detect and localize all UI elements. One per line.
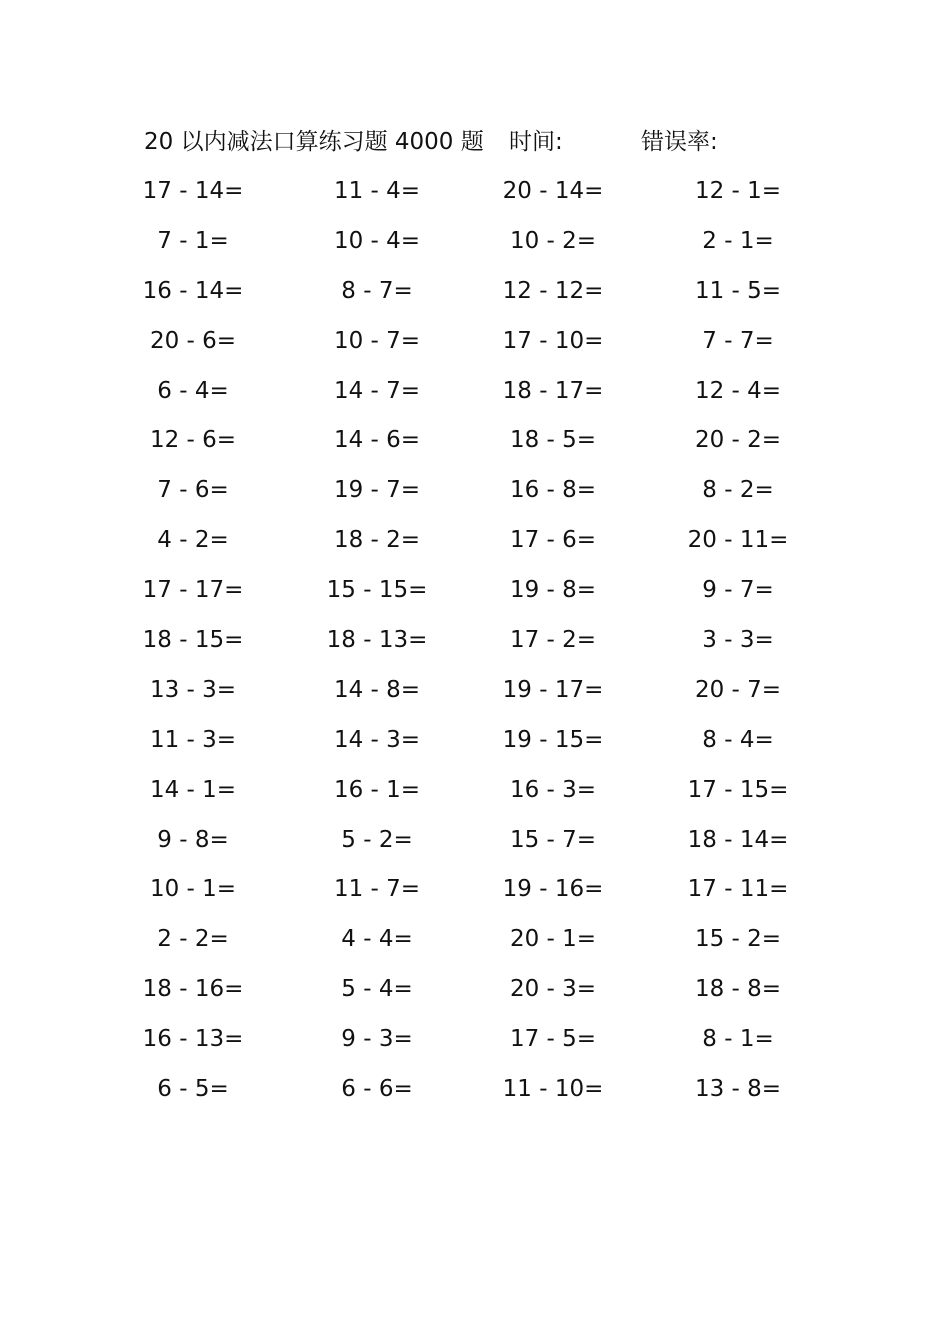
problem-item: 11 - 3=: [149, 726, 237, 753]
worksheet-title: 20 以内减法口算练习题 4000 题: [144, 129, 484, 155]
problem-item: 16 - 3=: [509, 776, 597, 803]
problem-item: 10 - 2=: [509, 227, 597, 254]
problem-item: 15 - 2=: [694, 926, 782, 953]
problem-item: 18 - 14=: [687, 826, 789, 853]
problem-item: 6 - 4=: [157, 377, 229, 404]
problem-row: [0, 1064, 950, 1114]
problem-item: 4 - 4=: [341, 926, 413, 953]
problem-item: 12 - 4=: [694, 377, 782, 404]
problem-item: 12 - 1=: [694, 178, 782, 204]
problem-item: 6 - 6=: [341, 1076, 413, 1103]
problem-item: 4 - 2=: [157, 527, 229, 554]
problem-item: 19 - 17=: [502, 676, 604, 703]
problem-row: [0, 216, 950, 266]
problem-row: [0, 665, 950, 715]
problem-item: 19 - 7=: [333, 477, 421, 504]
problem-item: 13 - 8=: [694, 1076, 782, 1103]
problem-item: 17 - 5=: [509, 1026, 597, 1053]
problem-item: 20 - 11=: [687, 527, 789, 554]
problem-row: [0, 815, 950, 865]
problem-item: 11 - 7=: [333, 876, 421, 903]
problem-item: 15 - 15=: [326, 577, 428, 604]
problem-item: 10 - 7=: [333, 327, 421, 354]
problem-item: 17 - 17=: [142, 577, 244, 604]
problem-item: 14 - 6=: [333, 427, 421, 454]
problem-row: [0, 366, 950, 416]
problem-item: 11 - 4=: [333, 178, 421, 204]
problem-item: 16 - 1=: [333, 776, 421, 803]
problem-item: 14 - 7=: [333, 377, 421, 404]
problem-item: 9 - 7=: [702, 577, 774, 604]
problem-item: 8 - 2=: [702, 477, 774, 504]
problem-item: 19 - 15=: [502, 726, 604, 753]
problem-item: 13 - 3=: [149, 676, 237, 703]
problem-item: 20 - 3=: [509, 976, 597, 1003]
problem-item: 9 - 3=: [341, 1026, 413, 1053]
problem-item: 16 - 8=: [509, 477, 597, 504]
problem-item: 2 - 2=: [157, 926, 229, 953]
problem-item: 7 - 1=: [157, 227, 229, 254]
problem-row: [0, 964, 950, 1014]
problem-item: 15 - 7=: [509, 826, 597, 853]
problem-item: 18 - 16=: [142, 976, 244, 1003]
problem-item: 18 - 15=: [142, 627, 244, 654]
problem-item: 20 - 2=: [694, 427, 782, 454]
problem-item: 11 - 5=: [694, 277, 782, 304]
problem-item: 9 - 8=: [157, 826, 229, 853]
problem-item: 3 - 3=: [702, 627, 774, 654]
problem-item: 17 - 10=: [502, 327, 604, 354]
problem-row: [0, 515, 950, 565]
problem-item: 14 - 3=: [333, 726, 421, 753]
problem-row: [0, 415, 950, 465]
problem-item: 19 - 16=: [502, 876, 604, 903]
worksheet-header: [0, 124, 950, 160]
problem-item: 11 - 10=: [502, 1076, 604, 1103]
problem-item: 8 - 7=: [341, 277, 413, 304]
problem-item: 17 - 14=: [142, 178, 244, 204]
problem-item: 20 - 14=: [502, 178, 604, 204]
problem-item: 20 - 1=: [509, 926, 597, 953]
problem-row: [0, 266, 950, 316]
problem-row: [0, 565, 950, 615]
problem-item: 18 - 8=: [694, 976, 782, 1003]
problem-item: 20 - 7=: [694, 676, 782, 703]
problem-item: 17 - 2=: [509, 627, 597, 654]
problem-item: 8 - 4=: [702, 726, 774, 753]
problem-item: 18 - 17=: [502, 377, 604, 404]
problem-item: 20 - 6=: [149, 327, 237, 354]
error-rate-label: 错误率:: [641, 129, 718, 155]
problem-row: [0, 715, 950, 765]
problem-item: 10 - 1=: [149, 876, 237, 903]
problem-item: 10 - 4=: [333, 227, 421, 254]
problem-item: 19 - 8=: [509, 577, 597, 604]
problem-item: 6 - 5=: [157, 1076, 229, 1103]
problem-row: [0, 765, 950, 815]
problem-row: [0, 166, 950, 216]
problem-item: 18 - 13=: [326, 627, 428, 654]
problem-row: [0, 914, 950, 964]
problem-item: 18 - 5=: [509, 427, 597, 454]
problem-row: [0, 316, 950, 366]
problem-item: 5 - 2=: [341, 826, 413, 853]
problem-row: [0, 465, 950, 515]
problem-item: 12 - 12=: [502, 277, 604, 304]
time-label: 时间:: [509, 129, 563, 155]
problem-item: 17 - 15=: [687, 776, 789, 803]
problem-item: 2 - 1=: [702, 227, 774, 254]
problem-grid: [0, 166, 950, 1114]
problem-item: 12 - 6=: [149, 427, 237, 454]
problem-item: 16 - 13=: [142, 1026, 244, 1053]
problem-item: 14 - 8=: [333, 676, 421, 703]
problem-item: 18 - 2=: [333, 527, 421, 554]
problem-item: 7 - 6=: [157, 477, 229, 504]
problem-item: 5 - 4=: [341, 976, 413, 1003]
problem-row: [0, 864, 950, 914]
problem-row: [0, 1014, 950, 1064]
problem-item: 8 - 1=: [702, 1026, 774, 1053]
problem-item: 14 - 1=: [149, 776, 237, 803]
problem-item: 17 - 6=: [509, 527, 597, 554]
problem-item: 17 - 11=: [687, 876, 789, 903]
problem-item: 7 - 7=: [702, 327, 774, 354]
problem-row: [0, 615, 950, 665]
problem-item: 16 - 14=: [142, 277, 244, 304]
